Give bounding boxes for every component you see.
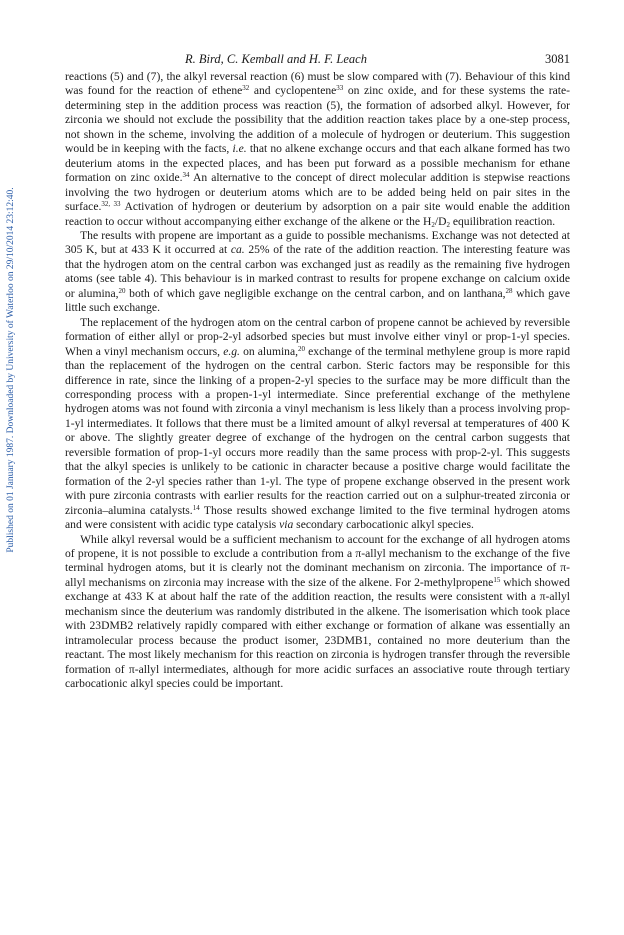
publication-note-text: Published on 01 January 1987. Downloaded by University of Waterloo on 29/10/2014 23:12:40. (6, 187, 16, 553)
text-run: Those results showed exchange limited to the five terminal hydrogen atoms and were consistent with acidic type catalysis (65, 503, 570, 532)
text-run: The results with propene are important as a guide to possible mechanisms. Exchange was not detected at 305 K, but at 433 K it occurred at (65, 228, 570, 257)
paragraph-2 (65, 229, 570, 316)
text-run: secondary carbocationic alkyl species. (293, 518, 474, 532)
reference-marker: 14 (192, 503, 200, 512)
italic-text: ca. (230, 243, 245, 257)
text-run: Activation of hydrogen or deuterium by adsorption on a pair site would enable the addition reaction to occur without accompanying either exchange of the alkene or the H (65, 200, 570, 228)
subscript: 2 (431, 220, 435, 229)
text-run: both of which gave negligible exchange on the central carbon, and on lanthana, (125, 286, 506, 300)
text-run: that no alkene exchange occurs and that each alkane formed has two deuterium atoms in the expected places, and has been put forward as a possible mechanism for ethane formation on zinc oxide. (65, 142, 570, 185)
text-run: on zinc oxide, and for these systems the rate-determining step in the addition process was reaction (5), the formation of adsorbed alkyl. However, for zirconia we should not exclude the possibility that the addition reaction takes place by a one-step process, not shown in the scheme, involving the addition of a molecule of hydrogen or deuterium. This suggestion would be in keeping with the facts, (65, 84, 570, 156)
text-run: /D (434, 214, 447, 228)
page-number: 3081 (545, 52, 570, 66)
text-run: 25% of the rate of the addition reaction. The interesting feature was that the hydrogen atom on the central carbon was exchanged just as readily as the remaining five hydrogen atoms (see table 4). This behaviour is in marked contrast to results for propene exchange on calcium oxide or alumina, (65, 243, 570, 300)
text-run: equilibration reaction. (449, 214, 556, 228)
italic-text: e.g. (223, 344, 240, 358)
reference-marker: 20 (118, 286, 126, 295)
paragraph-4 (65, 533, 570, 692)
text-run: which gave little such exchange. (65, 286, 570, 315)
text-run: The replacement of the hydrogen atom on the central carbon of propene cannot be achieved by reversible formation of either allyl or prop-2-yl adsorbed species but must involve either vinyl or prop-1-yl species. When a vinyl mechanism occurs, (65, 315, 570, 358)
text-run: which showed exchange at 433 K at about half the rate of the addition reaction, the results were consistent with a π-allyl mechanism since the deuterium was randomly distributed in the alkene. The isomerisation which took place with 23DMB2 relatively rapidly compared with either exchange or formation of alkane was essentially an intramolecular process because the product isomer, 23DMB1, contained no more deuterium than the reactant. The most likely mechanism for this reaction on zirconia is hydrogen transfer through the reversible formation of π-allyl intermediates, although for more acidic surfaces an associative route through tertiary carbocationic alkyl species could be important. (65, 575, 570, 691)
publication-sidebar-note (2, 150, 20, 590)
reference-marker: 33 (336, 84, 344, 93)
reference-marker: 28 (505, 286, 513, 295)
reference-marker: 32 (242, 84, 250, 93)
page-header (65, 52, 570, 68)
text-run: on alumina, (239, 344, 299, 358)
reference-marker: 15 (493, 575, 501, 584)
article-body (65, 70, 570, 691)
reference-marker: 32, 33 (101, 200, 121, 209)
reference-marker: 34 (182, 171, 190, 180)
text-run: reactions (5) and (7), the alkyl reversal reaction (6) must be slow compared with (7). Behaviour of this kind was found for the reaction of ethene (65, 70, 570, 98)
text-run: and cyclopentene (249, 84, 337, 98)
running-head-authors: R. Bird, C. Kemball and H. F. Leach (185, 52, 367, 66)
paragraph-1 (65, 70, 570, 229)
paragraph-3 (65, 316, 570, 533)
subscript: 2 (446, 220, 450, 229)
reference-marker: 20 (298, 344, 306, 353)
text-run: While alkyl reversal would be a sufficient mechanism to account for the exchange of all hydrogen atoms of propene, it is not possible to exclude a contribution from a π-allyl mechanism to the exchange of the five terminal hydrogen atoms, but it is clearly not the dominant mechanism on zirconia. The importance of π-allyl mechanisms on zirconia may increase with the size of the alkene. For 2-methylpropene (65, 532, 570, 589)
italic-text: i.e. (232, 142, 247, 156)
text-run: An alternative to the concept of direct molecular addition is stepwise reactions involving the two hydrogen or deuterium atoms which are to be added being held on pair sites in the surface. (65, 171, 570, 214)
text-run: exchange of the terminal methylene group is more rapid than the replacement of the hydrogen on the central carbon. Steric factors may be responsible for this difference in rate, since the linking of a propen-2-yl species to the surface may be more difficult than the corresponding process with a propen-1-yl intermediate. Since preferential exchange of the methylene hydrogen atoms was not found with zirconia a vinyl mechanism is less likely than a process involving prop-1-yl intermediates. It follows that there must be a limited amount of alkyl reversal at temperatures of 400 K or above. The slightly greater degree of exchange of the hydrogen on the central carbon suggests that reversible formation of prop-1-yl occurs more readily than the same process with prop-2-yl. This suggests that the alkyl species is unlikely to be cationic in character because a positive charge would facilitate the formation of the 2-yl species rather than 1-yl. The type of propene exchange observed in the present work with pure zirconia contrasts with earlier results for the reaction carried out on a sulphur-treated zirconia or zirconia–alumina catalysts. (65, 344, 570, 517)
italic-text: via (279, 518, 294, 532)
